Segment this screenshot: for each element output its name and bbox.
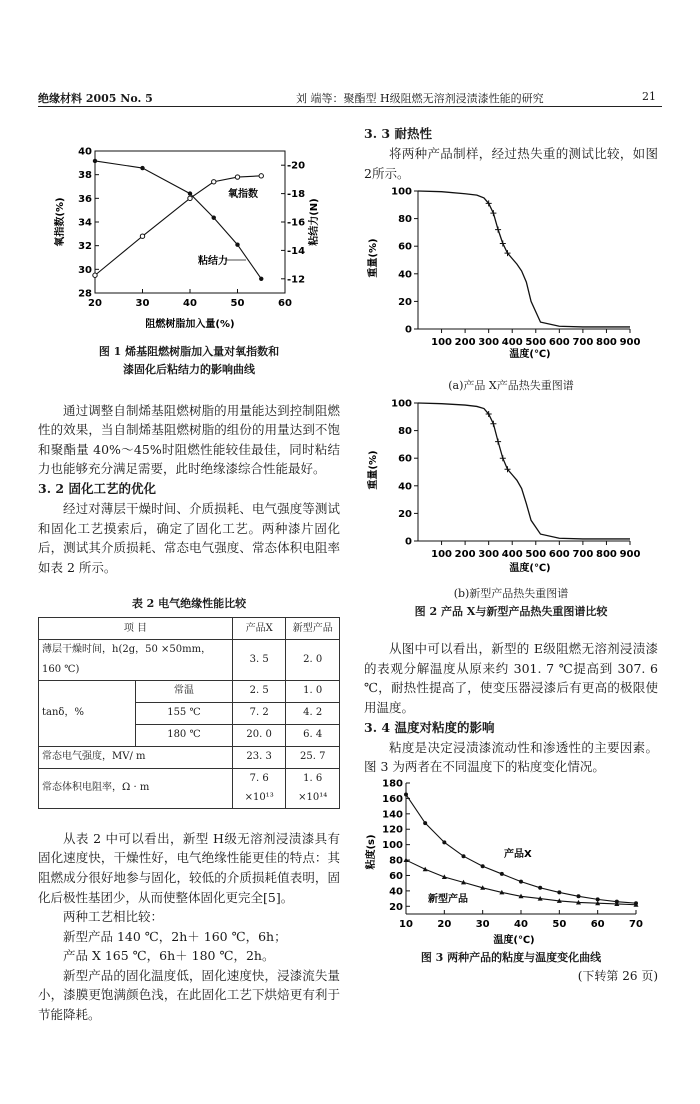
fig2b-chart: [364, 395, 658, 579]
fig3-x-tick-label: 10: [399, 918, 413, 930]
fig2a-x-tick-label: 800: [596, 337, 617, 349]
table-cell: 常态体积电阻率，Ω · m: [39, 768, 233, 808]
table-cell: 产品X: [232, 618, 286, 640]
fig1-ylabel-left: 氧指数(%): [55, 197, 66, 247]
fig1-x-tick-label: 50: [230, 298, 245, 309]
fig3-product-x-point: [577, 894, 581, 898]
fig1-oxygen-point: [93, 273, 97, 277]
fig2-caption: 图 2 产品 X与新型产品热失重图谱比较: [414, 605, 608, 619]
fig2a-chart: [364, 183, 658, 361]
fig1-y2-tick-label: -14: [287, 245, 306, 257]
fig1-y-tick-label: 32: [78, 241, 92, 253]
table-cell: 25. 7: [286, 746, 340, 768]
fig3-chart: [364, 777, 658, 947]
fig1-y2-tick-label: -12: [287, 274, 306, 286]
left-column: [38, 140, 340, 1025]
table-cell: 3. 5: [232, 640, 286, 680]
fig2a-y-tick-label: 20: [398, 297, 412, 309]
fig2a-y-tick-label: 80: [398, 214, 412, 226]
fig2b-y-tick-label: 0: [405, 536, 412, 548]
table-cell: 6. 4: [286, 724, 340, 746]
fig1-y-tick-label: 40: [78, 146, 92, 158]
table-cell: 7. 2: [232, 702, 286, 724]
para-left-7: 新型产品的固化温度低，固化速度快，浸漆流失量小，漆膜更饱满颜色浅，在此固化工艺下烘焙更有利于节能降耗。: [38, 967, 340, 1023]
fig2a-data-mark: [495, 227, 501, 233]
fig3-product-x-point: [519, 879, 523, 883]
fig2a-x-tick-label: 900: [619, 337, 641, 349]
fig2b-y-tick-label: 100: [391, 398, 412, 410]
fig1-y2-tick-label: -16: [287, 217, 306, 229]
table-cell: 155 ℃: [136, 702, 233, 724]
fig3-x-tick-label: 30: [475, 918, 490, 930]
fig1-x-tick-label: 30: [135, 298, 150, 309]
fig1-oxygen-point: [140, 234, 144, 238]
fig2b-x-tick-label: 200: [454, 549, 476, 561]
table-header-row: [39, 618, 340, 640]
fig1-caption-2: 漆固化后粘结力的影响曲线: [123, 362, 255, 376]
fig3-product-x-point: [423, 821, 427, 825]
fig3-y-tick-label: 60: [389, 870, 403, 882]
fig1-x-tick-label: 60: [278, 298, 292, 309]
fig1-ylabel-right: 粘结力(N): [309, 198, 320, 246]
table-cell: 项 目: [39, 618, 233, 640]
fig3-y-tick-label: 120: [382, 824, 403, 836]
table2: [38, 617, 340, 808]
section-3-4: 3. 4 温度对粘度的影响: [364, 719, 495, 735]
fig1-adhesion-point: [188, 191, 192, 195]
para-left-5: 新型产品 140 ℃，2h＋ 160 ℃，6h；: [63, 928, 287, 944]
table-cell: 1. 0: [286, 680, 340, 702]
table-cell: 180 ℃: [136, 724, 233, 746]
fig3-y-tick-label: 80: [389, 855, 403, 867]
table-cell: 2. 5: [232, 680, 286, 702]
fig2b-x-tick-label: 800: [596, 549, 617, 561]
fig1-label-oxygen: 氧指数: [228, 189, 258, 200]
fig3-x-tick-label: 40: [514, 918, 528, 930]
fig2a-x-tick-label: 500: [525, 337, 547, 349]
fig1-x-tick-label: 20: [88, 298, 102, 309]
page-number: 21: [642, 90, 656, 103]
article-title: 刘 端等：聚酯型 H级阻燃无溶剂浸渍漆性能的研究: [296, 92, 544, 105]
table-cell: 新型产品: [286, 618, 340, 640]
fig2a-x-tick-label: 400: [501, 337, 523, 349]
fig2b-x-tick-label: 300: [478, 549, 500, 561]
fig2b-x-tick-label: 700: [572, 549, 594, 561]
fig1-adhesion-point: [259, 277, 263, 281]
fig2b-xlabel: 温度(℃): [509, 563, 551, 575]
fig3-y-tick-label: 180: [382, 778, 403, 790]
running-header: [38, 90, 662, 107]
fig1-y-tick-label: 34: [78, 217, 92, 229]
fig3-product-x-point: [500, 872, 504, 876]
fig2a-x-tick-label: 700: [572, 337, 594, 349]
para-right-1: 将两种产品制样，经过热失重的测试比较，如图 2所示。: [364, 146, 658, 181]
table-row: [39, 746, 340, 768]
table-cell: 7. 6 ×10¹³: [232, 768, 286, 808]
fig2b-x-tick-label: 500: [525, 549, 547, 561]
fig1-y-tick-label: 36: [78, 193, 92, 205]
fig1-adhesion-point: [93, 159, 97, 163]
fig2b-y-tick-label: 60: [398, 453, 412, 465]
fig3-y-tick-label: 140: [382, 809, 403, 821]
fig1-label-adhesion: 粘结力: [198, 256, 228, 267]
fig2a-y-tick-label: 40: [398, 269, 412, 281]
fig2a-ylabel: 重量(%): [368, 238, 379, 278]
fig2b-weight-curve: [418, 403, 630, 539]
table-cell: 4. 2: [286, 702, 340, 724]
journal-name: 绝缘材料 2005 No. 5: [38, 92, 153, 105]
fig3-label-product-x: 产品X: [504, 848, 532, 860]
fig2b-ylabel: 重量(%): [368, 450, 379, 490]
fig3-product-x-point: [481, 864, 485, 868]
table-row: [39, 680, 340, 702]
para-right-3: 粘度是决定浸渍漆流动性和渗透性的主要因素。图 3 为两者在不同温度下的粘度变化情况。: [364, 739, 658, 775]
fig3-x-tick-label: 60: [590, 918, 605, 930]
fig1-adhesion-point: [140, 166, 144, 170]
fig2a-subcaption: (a)产品 X产品热失重图谱: [448, 379, 574, 393]
fig3-y-tick-label: 160: [382, 793, 403, 805]
fig3-x-tick-label: 50: [552, 918, 567, 930]
table-cell: tanδ，%: [39, 680, 136, 746]
table-cell: 23. 3: [232, 746, 286, 768]
fig3-product-x-point: [404, 792, 408, 796]
fig1-oxygen-point: [188, 196, 192, 200]
continued-note: (下转第 26 页): [577, 968, 658, 983]
fig1-adhesion-point: [235, 243, 239, 247]
table-cell: 20. 0: [232, 724, 286, 746]
fig3-product-x-point: [462, 854, 466, 858]
fig1-adhesion-point: [212, 216, 216, 220]
fig3-product-x-point: [442, 840, 446, 844]
fig3-y-tick-label: 40: [389, 886, 403, 898]
table-cell: 2. 0: [286, 640, 340, 680]
fig2a-xlabel: 温度(℃): [509, 349, 551, 361]
fig2a-x-tick-label: 200: [454, 337, 476, 349]
fig1-y-tick-label: 38: [78, 170, 92, 182]
fig1-oxygen-point: [212, 180, 216, 184]
table-row: [39, 768, 340, 808]
para-left-6: 产品 X 165 ℃，6h＋ 180 ℃，2h。: [63, 948, 275, 964]
fig3-y-tick-label: 100: [382, 839, 403, 851]
fig2b-subcaption: (b)新型产品热失重图谱: [453, 587, 569, 601]
fig1-x-tick-label: 40: [183, 298, 197, 309]
fig1-y2-tick-label: -18: [287, 189, 306, 201]
fig1-caption-1: 图 1 烯基阻燃树脂加入量对氧指数和: [98, 344, 280, 358]
fig1-y-tick-label: 28: [78, 288, 92, 300]
fig2b-y-tick-label: 80: [398, 426, 412, 438]
fig3-x-tick-label: 70: [629, 918, 643, 930]
fig2a-x-tick-label: 600: [548, 337, 570, 349]
fig2b-x-tick-label: 400: [501, 549, 523, 561]
fig3-y-tick-label: 20: [389, 901, 403, 913]
fig1-oxygen-point: [235, 175, 239, 179]
fig2a-y-tick-label: 0: [405, 324, 412, 336]
fig2b-data-mark: [495, 439, 501, 445]
fig3-ylabel: 粘度(s): [366, 834, 377, 870]
fig2a-data-mark: [500, 241, 506, 247]
fig2a-y-tick-label: 100: [391, 186, 412, 198]
fig3-caption: 图 3 两种产品的粘度与温度变化曲线: [420, 950, 602, 964]
fig2b-x-tick-label: 900: [619, 549, 641, 561]
para-left-4: 两种工艺相比较：: [63, 909, 164, 925]
fig1-oxygen-point: [259, 174, 263, 178]
table2-caption: 表 2 电气绝缘性能比较: [131, 597, 247, 611]
fig1-y2-tick-label: -20: [287, 160, 306, 172]
fig3-xlabel: 温度(℃): [493, 934, 535, 946]
fig1-xlabel: 阻燃树脂加入量(%): [145, 319, 235, 330]
table-cell: 常态电气强度，MV/ m: [39, 746, 233, 768]
table-row: [39, 640, 340, 680]
table-cell: 常温: [136, 680, 233, 702]
table-cell: 薄层干燥时间，h(2g，50 ×50mm，160 ℃): [39, 640, 233, 680]
fig2a-weight-curve: [418, 191, 630, 327]
fig2b-data-mark: [490, 421, 496, 427]
fig3-label-new-product: 新型产品: [428, 893, 468, 905]
para-right-2: 从图中可以看出，新型的 E级阻燃无溶剂浸渍漆的表观分解温度从原来约 301. 7 ℃提高到 307. 6 ℃，耐热性提高了，使变压器浸漆后有更高的极限使用温度。: [364, 641, 658, 715]
fig2a-y-tick-label: 60: [398, 241, 412, 253]
fig1-y-tick-label: 30: [78, 264, 92, 276]
fig2b-x-tick-label: 100: [431, 549, 452, 561]
fig1-chart: [38, 140, 340, 335]
para-left-2: 经过对薄层干燥时间、介质损耗、电气强度等测试和固化工艺摸索后，确定了固化工艺。两种漆片固化后，测试其介质损耗、常态电气强度、常态体积电阻率如表 2 所示。: [38, 500, 340, 575]
fig3-x-tick-label: 20: [437, 918, 452, 930]
fig2b-data-mark: [500, 455, 506, 461]
para-left-3: 从表 2 中可以看出，新型 H级无溶剂浸渍漆具有固化速度快，干燥性好，电气绝缘性能更佳的特点：其阻燃成分很好地参与固化，较低的介质损耗值表明，固化后极性基团少，从而使整体固化更完全[5]。: [38, 830, 340, 905]
section-3-3: 3. 3 耐热性: [364, 126, 432, 141]
fig2b-y-tick-label: 20: [398, 509, 412, 521]
fig2a-x-tick-label: 300: [478, 337, 500, 349]
fig2a-x-tick-label: 100: [431, 337, 452, 349]
fig2a-data-mark: [490, 210, 496, 216]
fig3-product-x-point: [538, 886, 542, 890]
section-3-2: 3. 2 固化工艺的优化: [38, 480, 156, 496]
fig2b-x-tick-label: 600: [548, 549, 570, 561]
table-cell: 1. 6 ×10¹⁴: [286, 768, 340, 808]
para-left-1: 通过调整自制烯基阻燃树脂的用量能达到控制阻燃性的效果，当自制烯基阻燃树脂的组份的用量达到不饱和聚酯量 40%～45%时阻燃性能较佳最佳，同时粘结力也能够充分满足需要，此时绝缘漆综合性能最好。: [38, 402, 340, 477]
fig3-product-x-point: [557, 890, 561, 894]
right-column: [364, 124, 658, 985]
fig2b-y-tick-label: 40: [398, 481, 412, 493]
